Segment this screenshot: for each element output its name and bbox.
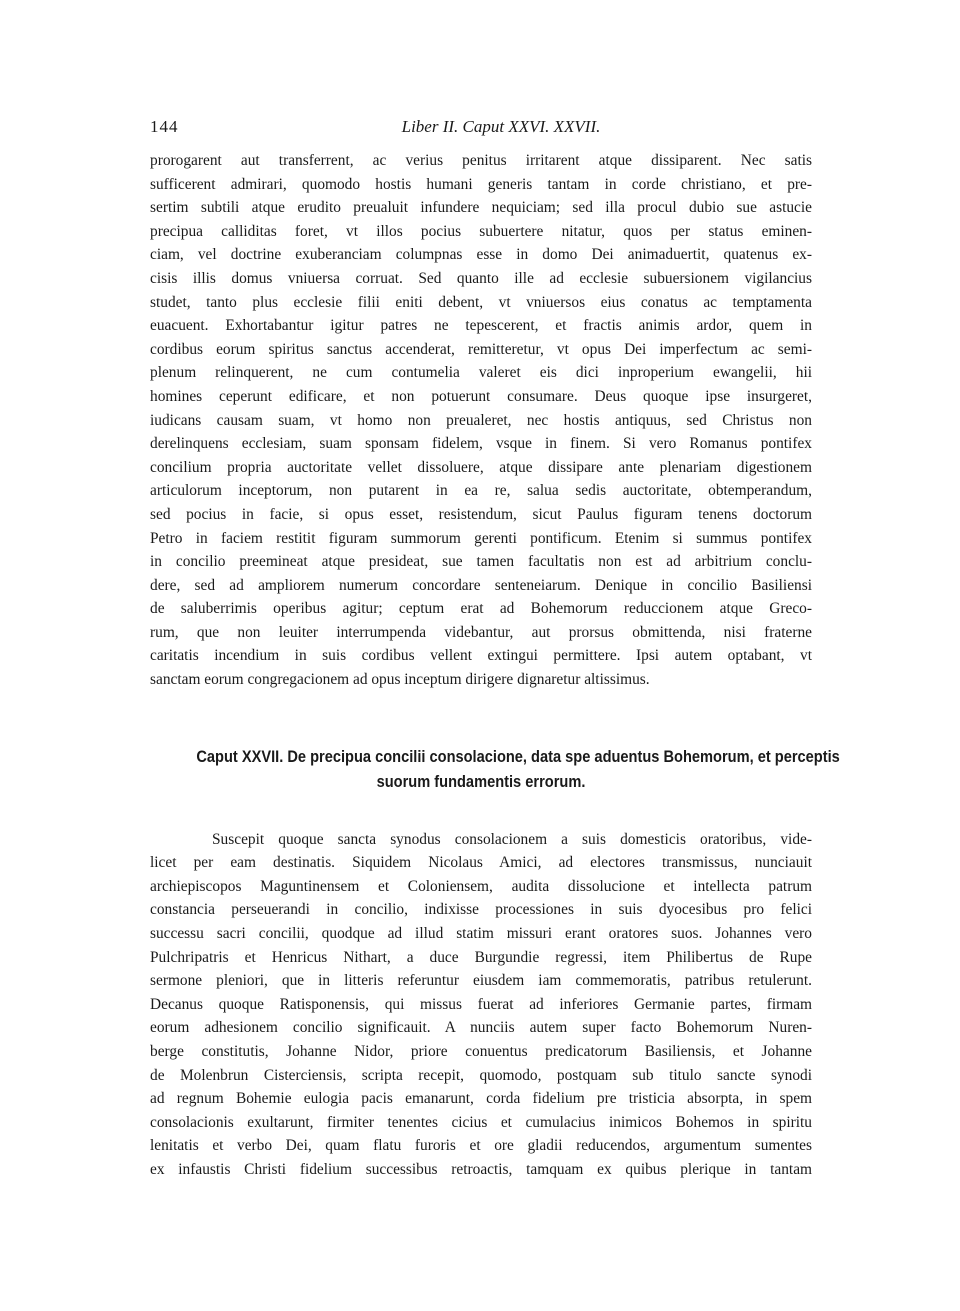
text-line: Pulchripatris et Henricus Nithart, a duce Burgundie regressi, item Philibertus de Rupe — [150, 948, 812, 966]
text-line: dere, sed ad ampliorem numerum concordare senteneiarum. Denique in concilio Basiliensi — [150, 576, 812, 594]
text-line: ex infaustis Christi fidelium successibus retroactis, tamquam ex quibus plerique in tantam — [150, 1160, 812, 1178]
text-line: sertim subtili atque erudito preualuit infundere nequiciam; sed illa procul dubio sue astucie — [150, 199, 812, 217]
text-line: precipua calliditas foret, vt illos pocius subuertere nitatur, quos per status eminen- — [150, 222, 812, 240]
text-line: lenitatis et verbo Dei, quam flatu furoris et ore gladii reducendos, argumentum sumentes — [150, 1137, 812, 1155]
text-line: Caput XXVII. De precipua concilii consolacione, data spe aduentus Bohemorum, et perceptis — [196, 746, 840, 766]
text-line: de saluberrimis operibus agitur; ceptum erat ad Bohemorum reduccionem atque Greco- — [150, 600, 812, 618]
text-line: cisis illis domus vniuersa corruat. Sed quanto ille ad ecclesie subuersionem vigilancius — [150, 269, 812, 287]
text-line: studet, tanto plus ecclesie filii eniti debent, vt vniuersos eius conatus ac temptamenta — [150, 293, 812, 311]
text-line: sed pocius in facie, si opus esset, resistendum, sicut Paulus figuram tenens doctorum — [150, 505, 812, 523]
text-line: concilium propria auctoritate vellet dissoluere, atque dissipare ante plenariam digestionem — [150, 458, 812, 476]
text-line: eorum adhesionem concilio significauit. A nunciis autem super facto Bohemorum Nuren- — [150, 1019, 812, 1037]
text-line: cordibus eorum spiritus sanctus accenderat, remitteretur, vt opus Dei imperfectum ac semi- — [150, 340, 812, 358]
page-number: 144 — [150, 117, 179, 136]
text-line: de Molenbrun Cisterciensis, scripta recepit, quomodo, postquam sub titulo sancte synodi — [150, 1066, 812, 1084]
text-line: derelinquens ecclesiam, suam sponsam fidelem, vsque in finem. Si vero Romanus pontifex — [150, 435, 812, 453]
running-title: Liber II. Caput XXVI. XXVII. — [401, 117, 601, 136]
text-line: ad regnum Bohemie eulogia pacis emanarunt, corda fidelium pre tristicia absorpta, in spem — [150, 1090, 812, 1108]
text-line: constancia perseuerandi in concilio, indixisse processiones in suis dyocesibus pro felici — [150, 901, 812, 919]
text-line: plenum relinquerent, ne cum contumelia valeret eis dici inproperium ewangelii, hii — [150, 364, 812, 382]
text-line: sufficerent admirari, quomodo hostis humani generis tantam in corde christiano, et pre- — [150, 175, 812, 193]
text-line: prorogarent aut transferrent, ac verius penitus irritarent atque dissiparent. Nec satis — [150, 152, 812, 169]
text-line: Decanus quoque Ratisponensis, qui missus fuerat ad inferiores Germanie partes, firmam — [150, 995, 812, 1013]
text-line: berge constitutis, Johanne Nidor, priore conuentus predicatorum Basiliensis, et Johanne — [150, 1043, 812, 1060]
chapter-body-paragraph — [150, 828, 812, 1182]
text-line: Petro in faciem restitit figuram summorum gerenti pontificum. Etenim si summus pontifex — [150, 529, 812, 547]
text-line: rum, que non leuiter interrumpenda videbantur, aut prorsus obmittenda, nisi fraterne — [150, 623, 812, 641]
text-line: in concilio preemineat atque presideat, sue tamen facultatis non est ad arbitrium conclu- — [150, 553, 812, 571]
text-line: sermone pleniori, que in litteris referuntur eiusdem iam commemoratis, patribus retulerunt. — [150, 972, 812, 990]
document-page — [150, 117, 840, 1182]
text-line: homines ceperunt edificare, et non potuerunt consumare. Deus quoque ipse insurgeret, — [150, 387, 812, 405]
text-line: sanctam eorum congregacionem ad opus inceptum dirigere dignaretur altissimus. — [150, 671, 650, 689]
text-line: caritatis incendium in suis cordibus vellent extingui permittere. Ipsi autem optabant, vt — [150, 647, 812, 665]
text-line: successu sacri concilii, quodque ad illud statim missuri erant oratores suos. Johannes vero — [150, 925, 812, 943]
paragraph-continuation — [150, 149, 812, 692]
text-line: articulorum inceptorum, non putarent in ea re, salua sedis auctoritate, obtemperandum, — [150, 482, 812, 500]
running-header — [150, 117, 812, 143]
text-line: suorum fundamentis errorum. — [376, 771, 586, 791]
text-line: archiepiscopos Maguntinensem et Coloniensem, audita dissolucione et intellecta patrum — [150, 877, 812, 895]
chapter-heading — [196, 744, 840, 794]
text-line: consolacionis exultarunt, firmiter tenentes cicius et cumulacius inimicos Bohemos in spiritu — [150, 1113, 812, 1131]
text-line: euacuent. Exhortabantur igitur patres ne tepescerent, et fractis animis ardor, quem in — [150, 317, 812, 335]
text-line: licet per eam destinatis. Siquidem Nicolaus Amici, ad electores transmissus, nunciauit — [150, 854, 812, 872]
text-line: iudicans causam suam, vt homo non preualeret, nec hostis antiquus, sed Christus non — [150, 411, 812, 429]
text-line: ciam, vel doctrine exuberanciam columpnas esse in domo Dei animaduertit, quatenus ex- — [150, 246, 812, 264]
text-line: Suscepit quoque sancta synodus consolacionem a suis domesticis oratoribus, vide- — [212, 830, 812, 848]
